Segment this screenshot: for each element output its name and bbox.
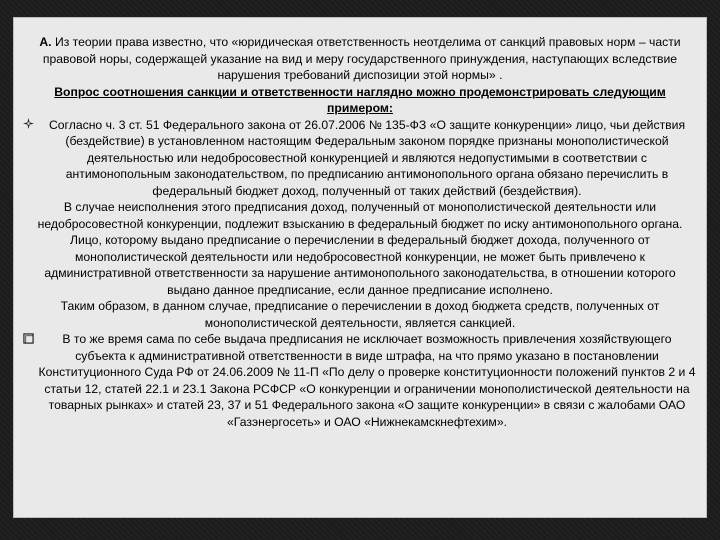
intro-paragraph [22,34,698,84]
bullet-item-2 [22,331,698,430]
intro-label: А. [39,35,52,49]
intro-text: Из теории права известно, что «юридическая ответственность неотделима от санкций правовых норм – части правовой норы, содержащей указание на вид и меру государственного принуждения, наступающих вследствие нарушения требований диспозиции этой нормы» . [42,35,681,82]
paragraph-2: Лицо, которому выдано предписание о перечислении в федеральный бюджет дохода, полученного от монополистической деятельности или недобросовестной конкуренции, не может быть привлечено к административной ответственности за нарушение антимонопольного законодательства, в отношении которого выдано данное предписание, если данное предписание исполнено. [44,233,676,297]
bullet-2-text: В то же время сама по себе выдача предписания не исключает возможность привлечения хозяйствующего субъекта к административной ответственности в виде штрафа, на что прямо указано в постановлении Конституционного Суда РФ от 24.06.2009 № 11-П «По делу о проверке конституционности положений пунктов 2 и 4 статьи 12, статей 22.1 и 23.1 Закона РСФСР «О конкуренции и ограничении монополистической деятельности на товарных рынках» и статей 23, 37 и 51 Федерального закона «О защите конкуренции» в связи с жалобами ОАО «Газэнергосеть» и ОАО «Нижнекамскнефтехим». [38,332,696,429]
slide-content [13,17,707,518]
paragraph-3: Таким образом, в данном случае, предписание о перечислении в доход бюджета средств, полученных от монополистической деятельности, является санкцией. [60,299,660,330]
square-bullet-icon [22,332,34,344]
section-heading: Вопрос соотношения санкции и ответственности наглядно можно продемонстрировать следующим примером: [54,84,666,115]
diamond-bullet-icon [22,118,34,130]
paragraph-1: В случае неисполнения этого предписания доход, полученный от монополистической деятельности или недобросовестной конкуренции, подлежит взысканию в федеральный бюджет по иску антимонопольного органа. [37,200,683,231]
bullet-item-1 [22,117,698,200]
bullet-1-text: Согласно ч. 3 ст. 51 Федерального закона от 26.07.2006 № 135-ФЗ «О защите конкуренции» лицо, чьи действия (бездействие) в установленном настоящим Федеральным законом порядке признаны монополистической деятельностью или недобросовестной конкуренцией и являются недопустимыми в соответствии с антимонопольным законодательством, по предписанию антимонопольного органа обязано перечислить в федеральный бюджет доход, полученный от таких действий (бездействия). [48,117,686,198]
